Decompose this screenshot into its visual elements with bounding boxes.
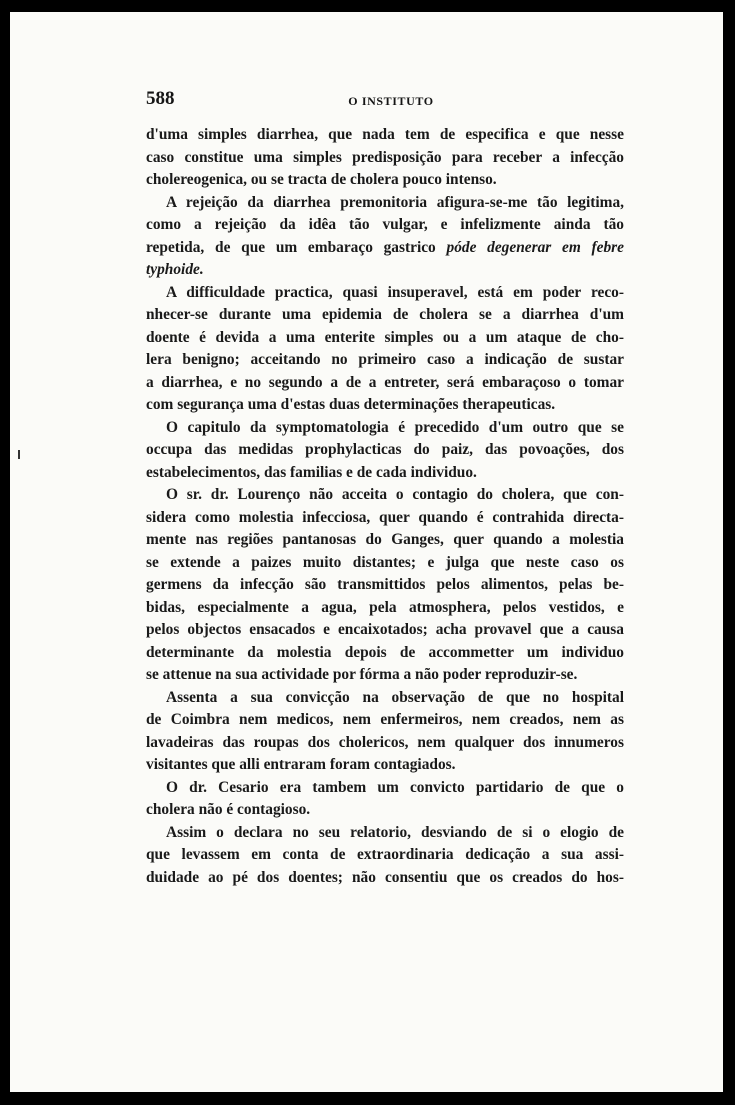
text-line: duidade ao pé dos doentes; não consentiu que os creados do hos- <box>146 868 624 886</box>
text-line: a diarrhea, e no segundo a de a entreter, será embaraçoso o tomar <box>146 373 624 391</box>
body-text <box>146 124 624 889</box>
text-line: nhecer-se durante uma epidemia de cholera se a diarrhea d'um <box>146 306 624 323</box>
text-line <box>146 237 624 260</box>
running-title: O INSTITUTO <box>348 94 434 108</box>
text-line <box>146 259 624 282</box>
page-number: 588 <box>146 88 175 109</box>
text-line: doente é devida a uma enterite simples ou a um ataque de cho- <box>146 328 624 346</box>
text-line: A difficuldade practica, quasi insuperavel, está em poder reco- <box>166 283 624 301</box>
text-line: cholereogenica, ou se tracta de cholera pouco intenso. <box>146 171 497 188</box>
text-line: como a rejeição da idêa tão vulgar, e infelizmente ainda tão <box>146 216 624 233</box>
text-line: caso constitue uma simples predisposição para receber a infecção <box>146 148 624 166</box>
text-line: sidera como molestia infecciosa, quer quando é contrahida directa- <box>146 508 624 526</box>
text-line: pelos objectos ensacados e encaixotados; acha provavel que a causa <box>146 621 624 638</box>
book-page <box>10 12 723 1092</box>
text-line: lavadeiras das roupas dos cholericos, nem qualquer dos innumeros <box>146 733 624 751</box>
text-line: O dr. Cesario era tambem um convicto partidario de que o <box>166 778 624 796</box>
text-line: lera benigno; acceitando no primeiro caso a indicação de sustar <box>146 351 624 368</box>
text-line: occupa das medidas prophylacticas do paiz, das povoações, dos <box>146 441 624 458</box>
text-line: se extende a paizes muito distantes; e julga que neste caso os <box>146 553 624 571</box>
text-line: de Coimbra nem medicos, nem enfermeiros, nem creados, nem as <box>146 711 624 728</box>
text-line: com segurança uma d'estas duas determinações therapeuticas. <box>146 396 556 413</box>
italic-text: typhoide. <box>146 261 204 278</box>
text-line: visitantes que alli entraram foram contagiados. <box>146 756 456 773</box>
text-line: germens da infecção são transmittidos pelos alimentos, pelas be- <box>146 576 624 593</box>
text-line: estabelecimentos, das familias e de cada individuo. <box>146 463 477 481</box>
text-line: A rejeição da diarrhea premonitoria afigura-se-me tão legitima, <box>166 193 624 211</box>
text-line: d'uma simples diarrhea, que nada tem de especifica e que nesse <box>146 126 624 143</box>
text-line: Assim o declara no seu relatorio, desviando de si o elogio de <box>166 823 624 841</box>
text-line: O capitulo da symptomatologia é precedido d'um outro que se <box>166 418 624 436</box>
text-span: repetida, de que um embaraço gastrico <box>146 238 447 256</box>
text-line: O sr. dr. Lourenço não acceita o contagio do cholera, que con- <box>166 486 624 503</box>
text-line: bidas, especialmente a agua, pela atmosphera, pelos vestidos, e <box>146 598 624 616</box>
text-line: se attenue na sua actividade por fórma a não poder reproduzir-se. <box>146 666 578 683</box>
text-line: que levassem em conta de extraordinaria dedicação a sua assi- <box>146 846 624 863</box>
text-line: Assenta a sua convicção na observação de que no hospital <box>166 688 624 706</box>
text-line: determinante da molestia depois de accommetter um individuo <box>146 643 624 661</box>
text-line: mente nas regiões pantanosas do Ganges, quer quando a molestia <box>146 531 624 548</box>
page-header <box>146 88 636 112</box>
margin-mark <box>18 450 20 459</box>
text-line: cholera não é contagioso. <box>146 801 311 818</box>
italic-text: póde degenerar em febre <box>446 238 625 256</box>
